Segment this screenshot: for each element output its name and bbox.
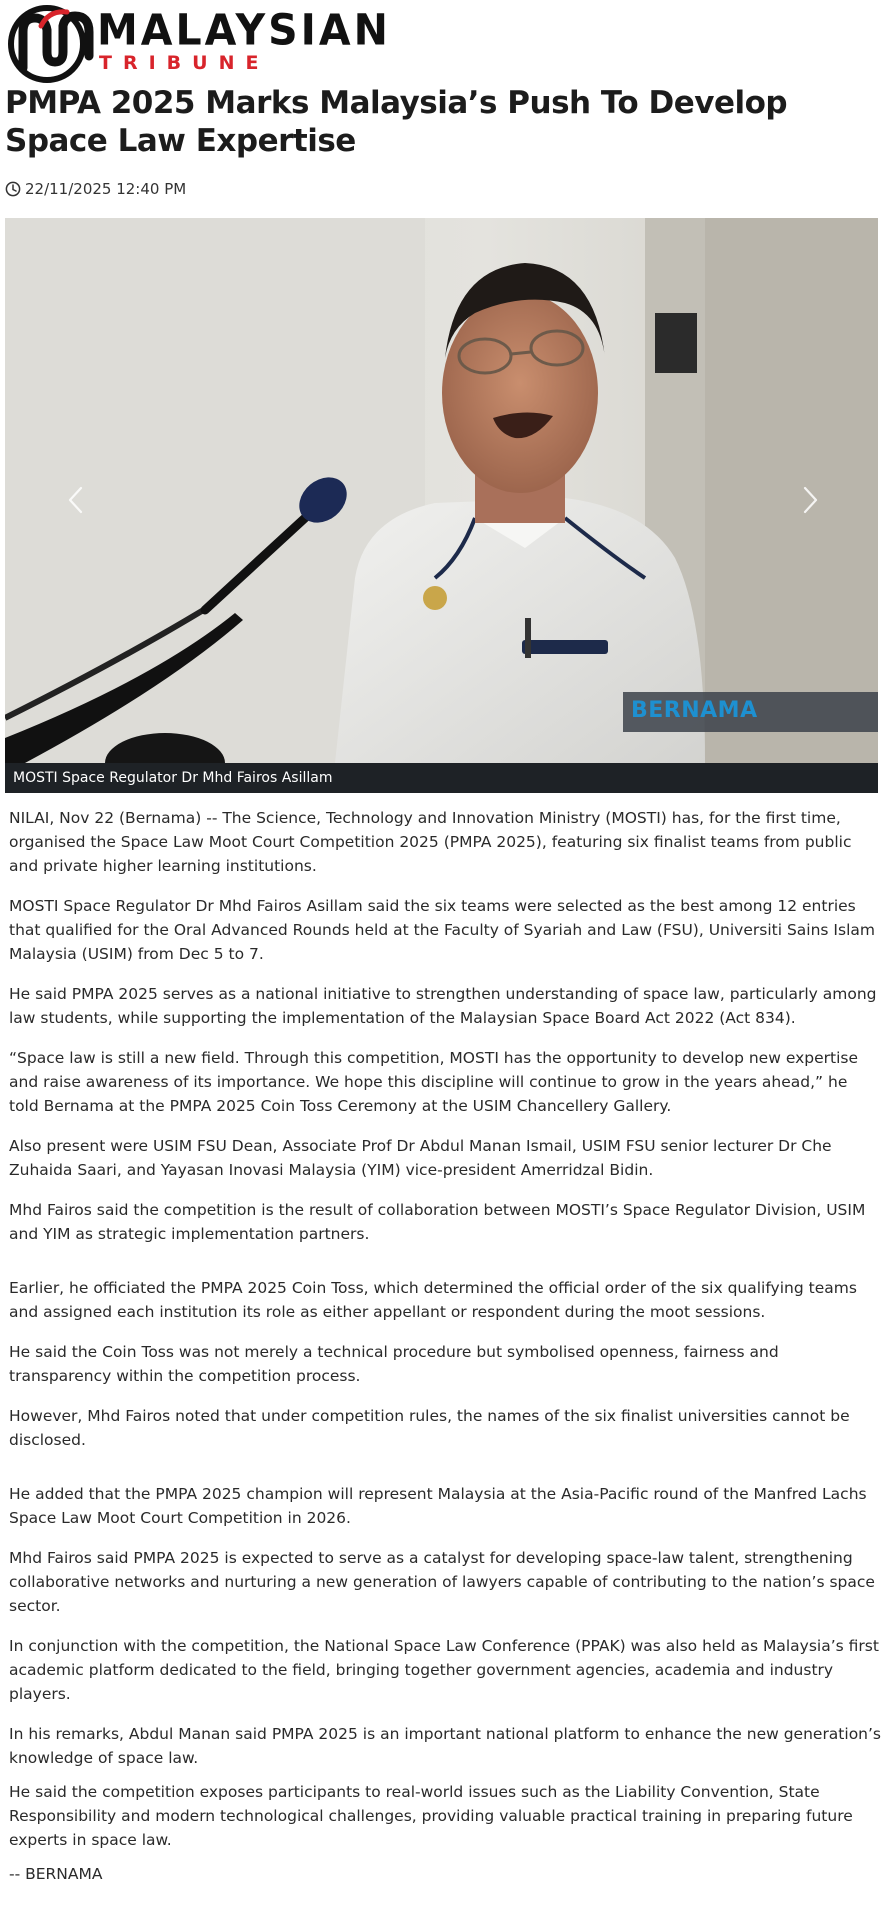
photo-watermark — [623, 692, 878, 732]
image-carousel — [5, 218, 878, 793]
article-paragraph: MOSTI Space Regulator Dr Mhd Fairos Asillam said the six teams were selected as the best among 12 entries that qualified for the Oral Advanced Rounds held at the Faculty of Syariah and Law (FSU), Universiti Sains Islam Malaysia (USIM) from Dec 5 to 7. — [9, 897, 875, 963]
article-paragraph: Mhd Fairos said the competition is the result of collaboration between MOSTI’s Space Regulator Division, USIM and YIM as strategic implementation partners. — [9, 1201, 866, 1243]
chevron-right-icon — [795, 480, 825, 520]
article-paragraph: He said the competition exposes participants to real-world issues such as the Liability Convention, State Responsibility and modern technological challenges, providing valuable practical training in preparing future experts in space law. — [9, 1783, 853, 1849]
article-paragraph: “Space law is still a new field. Through this competition, MOSTI has the opportunity to develop new expertise and raise awareness of its importance. We hope this discipline will continue to grow in the years ahead,” he told Bernama at the PMPA 2025 Coin Toss Ceremony at the USIM Chancellery Gallery. — [9, 1049, 858, 1115]
clock-icon — [5, 181, 21, 197]
article-dateline — [5, 178, 186, 200]
article-body — [9, 806, 881, 1902]
logo-subtitle: TRIBUNE — [99, 52, 270, 74]
article-timestamp: 22/11/2025 12:40 PM — [25, 180, 187, 198]
logo-wordmark: MALAYSIAN — [97, 4, 391, 56]
article-paragraph: In his remarks, Abdul Manan said PMPA 2025 is an important national platform to enhance the new generation’s knowledge of space law. — [9, 1725, 882, 1767]
logo-mark-icon — [5, 2, 97, 84]
article-paragraph: NILAI, Nov 22 (Bernama) -- The Science, Technology and Innovation Ministry (MOSTI) has, for the first time, organised the Space Law Moot Court Competition 2025 (PMPA 2025), featuring six finalist teams from public and private higher learning institutions. — [9, 809, 852, 875]
image-caption: MOSTI Space Regulator Dr Mhd Fairos Asillam — [5, 763, 878, 793]
site-logo[interactable] — [5, 2, 391, 84]
article-paragraph: In conjunction with the competition, the National Space Law Conference (PPAK) was also held as Malaysia’s first academic platform dedicated to the field, bringing together government agencies, academia and industry players. — [9, 1637, 879, 1703]
watermark-text: BERNAMA — [631, 698, 758, 723]
carousel-prev-button[interactable] — [61, 480, 91, 520]
article-paragraph: He said PMPA 2025 serves as a national initiative to strengthen understanding of space law, particularly among law students, while supporting the implementation of the Malaysian Space Board Act 2022 (Act 834). — [9, 985, 877, 1027]
article-photo — [5, 218, 878, 763]
carousel-next-button[interactable] — [795, 480, 825, 520]
article-paragraph: However, Mhd Fairos noted that under competition rules, the names of the six finalist universities cannot be disclosed. — [9, 1407, 850, 1449]
article-paragraph: Mhd Fairos said PMPA 2025 is expected to serve as a catalyst for developing space-law talent, strengthening collaborative networks and nurturing a new generation of lawyers capable of contributing to the nation’s space sector. — [9, 1549, 875, 1615]
article-paragraph: Also present were USIM FSU Dean, Associate Prof Dr Abdul Manan Ismail, USIM FSU senior lecturer Dr Che Zuhaida Saari, and Yayasan Inovasi Malaysia (YIM) vice-president Amerridzal Bidin. — [9, 1137, 832, 1179]
speaker-photo — [5, 218, 878, 763]
article-paragraph: Earlier, he officiated the PMPA 2025 Coin Toss, which determined the official order of the six qualifying teams and assigned each institution its role as either appellant or respondent during the moot sessions. — [9, 1279, 857, 1321]
article-signoff: -- BERNAMA — [9, 1865, 103, 1883]
chevron-left-icon — [61, 480, 91, 520]
article-paragraph: He said the Coin Toss was not merely a technical procedure but symbolised openness, fairness and transparency within the competition process. — [9, 1343, 779, 1385]
article-paragraph: He added that the PMPA 2025 champion will represent Malaysia at the Asia-Pacific round of the Manfred Lachs Space Law Moot Court Competition in 2026. — [9, 1485, 867, 1527]
article-title: PMPA 2025 Marks Malaysia’s Push To Develop Space Law Expertise — [5, 85, 788, 159]
